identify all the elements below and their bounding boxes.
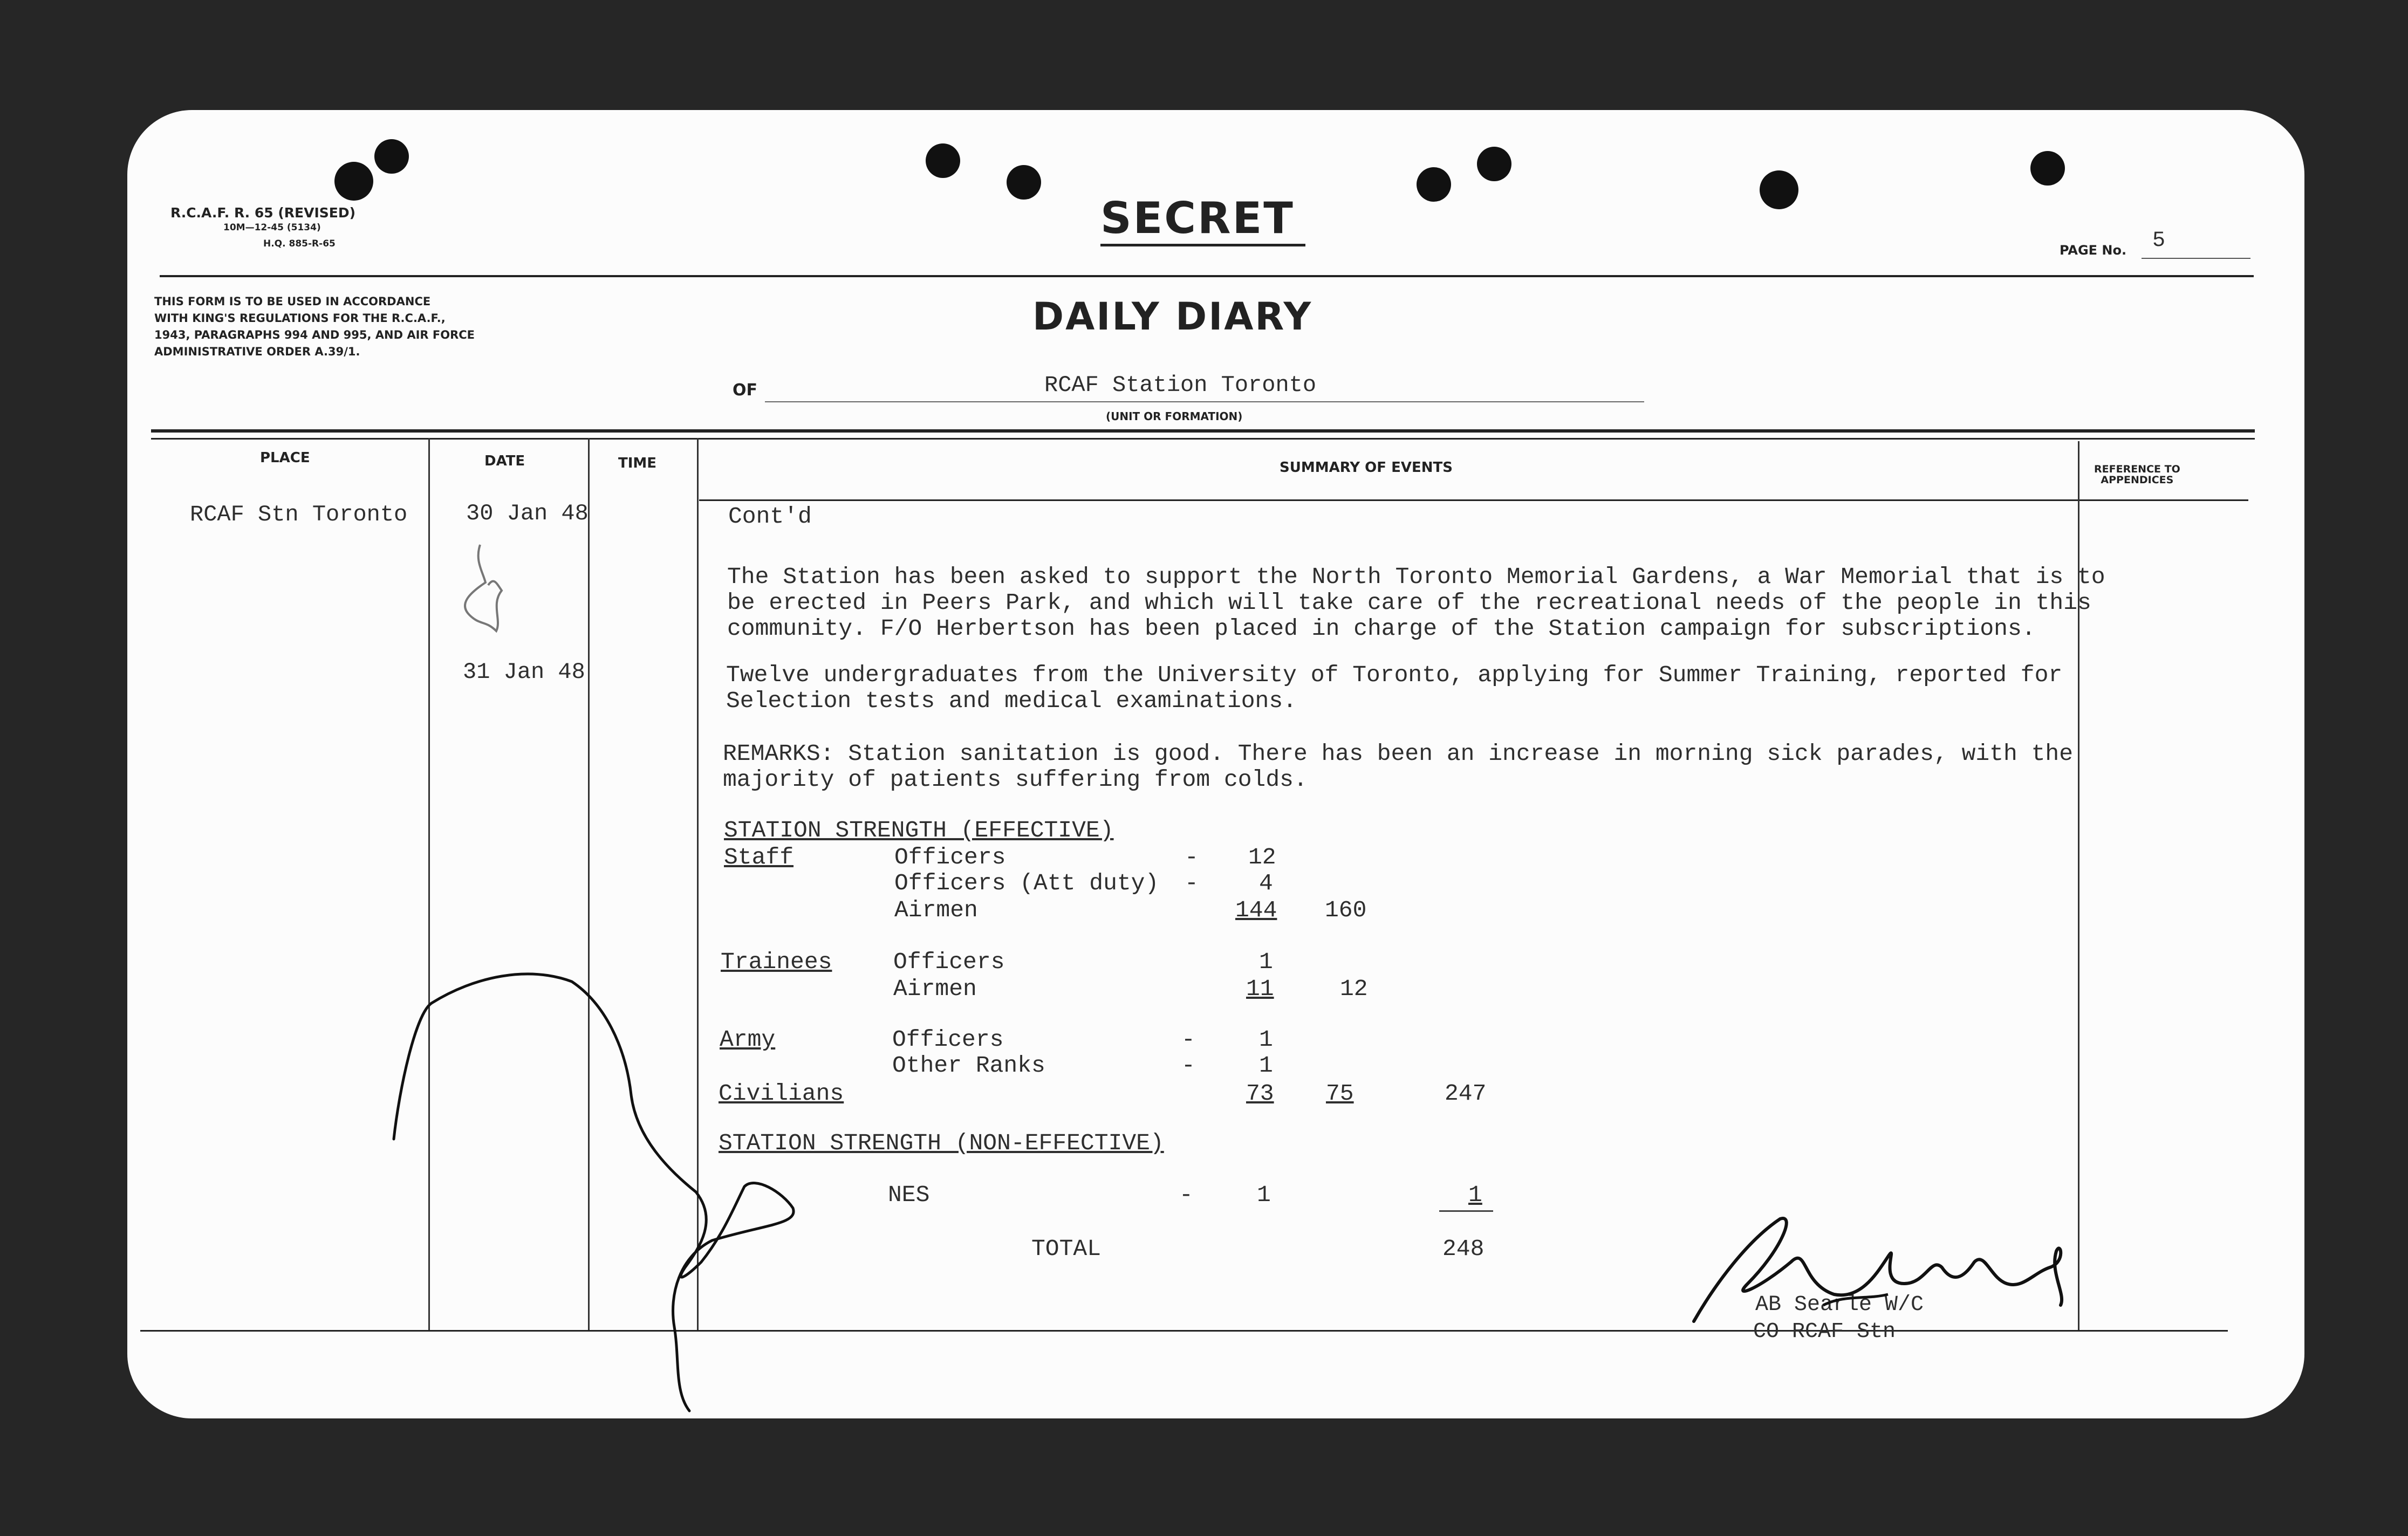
form-id-line-2: 10M—12-45 (5134) — [223, 222, 321, 233]
paragraph-line: Selection tests and medical examinations. — [726, 688, 1297, 714]
staff-officers-value: 12 — [1248, 844, 1276, 870]
effective-total: 247 — [1445, 1080, 1487, 1107]
trainees-airmen-label: Airmen — [893, 976, 977, 1002]
total-value: 248 — [1442, 1236, 1485, 1262]
entry-date-1: 30 Jan 48 — [466, 500, 589, 526]
contd-text: Cont'd — [728, 503, 812, 530]
total-label: TOTAL — [1031, 1236, 1102, 1262]
non-effective-heading: STATION STRENGTH (NON-EFFECTIVE) — [719, 1130, 1164, 1156]
staff-officers-label: Officers — [894, 844, 1006, 870]
staff-att-value: 4 — [1259, 870, 1273, 896]
instruction-line: ADMINISTRATIVE ORDER A.39/1. — [154, 345, 360, 358]
page-number: 5 — [2152, 229, 2166, 253]
entry-place: RCAF Stn Toronto — [190, 502, 408, 527]
col-header-summary: SUMMARY OF EVENTS — [1280, 460, 1453, 476]
col-header-place: PLACE — [260, 450, 310, 466]
trainees-total: 12 — [1340, 976, 1368, 1002]
instruction-line: WITH KING'S REGULATIONS FOR THE R.C.A.F., — [154, 312, 446, 325]
signature-scrawl — [1694, 1218, 2062, 1321]
paragraph-line: REMARKS: Station sanitation is good. There has been an increase in morning sick parades, with the — [723, 740, 2074, 767]
trainees-officers-value: 1 — [1259, 949, 1273, 975]
paragraph-line: be erected in Peers Park, and which will take care of the recreational needs of the people in this — [727, 589, 2091, 616]
signature-name: AB Searle W/C — [1755, 1293, 1924, 1317]
staff-officers-dash: - — [1185, 844, 1199, 870]
signature-title: CO RCAF Stn — [1753, 1320, 1896, 1344]
unit-name: RCAF Station Toronto — [1044, 372, 1317, 398]
paragraph-line: Twelve undergraduates from the University of Toronto, applying for Summer Training, reported for — [726, 662, 2063, 688]
army-other-value: 1 — [1259, 1052, 1273, 1079]
staff-airmen-value: 144 — [1235, 897, 1277, 923]
staff-att-label: Officers (Att duty) — [894, 870, 1159, 896]
civilians-subtotal: 75 — [1326, 1080, 1354, 1107]
army-officers-label: Officers — [892, 1026, 1004, 1053]
army-label: Army — [720, 1026, 776, 1053]
form-id-line-1: R.C.A.F. R. 65 (REVISED) — [170, 205, 356, 221]
nes-total: 1 — [1468, 1182, 1482, 1208]
staff-total: 160 — [1325, 897, 1367, 923]
pen-scribble — [394, 974, 793, 1411]
army-other-label: Other Ranks — [892, 1052, 1045, 1079]
nes-value: 1 — [1257, 1182, 1271, 1208]
entry-date-2: 31 Jan 48 — [463, 659, 585, 685]
of-label: OF — [733, 381, 757, 400]
col-header-date: DATE — [484, 453, 525, 469]
nes-label: NES — [888, 1182, 930, 1208]
trainees-officers-label: Officers — [893, 949, 1005, 975]
classification: SECRET — [1100, 193, 1295, 243]
army-other-dash: - — [1181, 1052, 1195, 1079]
initials-mark — [465, 545, 502, 631]
army-officers-dash: - — [1181, 1026, 1195, 1053]
staff-att-dash: - — [1185, 870, 1199, 896]
paragraph-line: majority of patients suffering from colds. — [723, 766, 1308, 793]
paragraph-line: community. F/O Herbertson has been placed in charge of the Station campaign for subscriptions. — [727, 615, 2036, 642]
trainees-airmen-value: 11 — [1246, 976, 1274, 1002]
staff-airmen-label: Airmen — [894, 897, 978, 923]
army-officers-value: 1 — [1259, 1026, 1273, 1053]
staff-label: Staff — [724, 844, 794, 870]
page-label: PAGE No. — [2060, 243, 2127, 258]
form-title: DAILY DIARY — [1032, 294, 1313, 339]
form-id-line-3: H.Q. 885-R-65 — [263, 238, 336, 249]
instruction-line: THIS FORM IS TO BE USED IN ACCORDANCE — [154, 295, 431, 308]
col-header-reference-line: REFERENCE TO — [2094, 463, 2180, 475]
instruction-line: 1943, PARAGRAPHS 994 AND 995, AND AIR FORCE — [154, 328, 475, 341]
nes-dash: - — [1179, 1182, 1193, 1208]
col-header-time: TIME — [618, 455, 657, 471]
civilians-label: Civilians — [719, 1080, 844, 1107]
col-header-reference-line: APPENDICES — [2101, 474, 2174, 486]
trainees-label: Trainees — [721, 949, 832, 975]
civilians-value: 73 — [1246, 1080, 1274, 1107]
paragraph-line: The Station has been asked to support the North Toronto Memorial Gardens, a War Memorial that is to — [727, 564, 2105, 590]
signature-underflourish — [1823, 1294, 1888, 1305]
unit-caption: (UNIT OR FORMATION) — [1106, 410, 1243, 423]
effective-heading: STATION STRENGTH (EFFECTIVE) — [724, 817, 1114, 844]
